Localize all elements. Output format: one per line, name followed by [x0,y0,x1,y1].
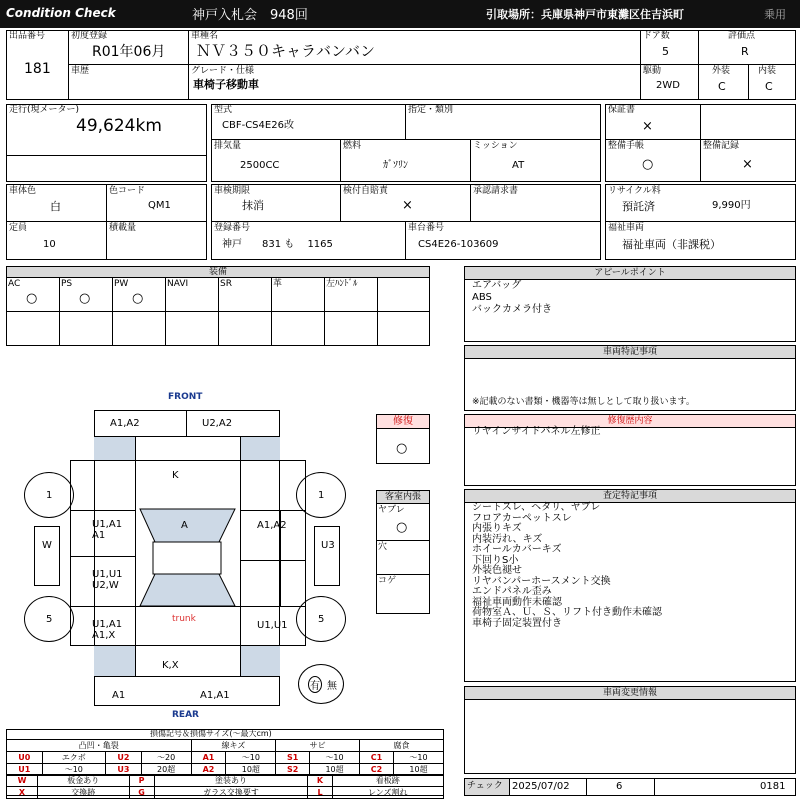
score-label: 評価点 [728,31,756,41]
mission-value: AT [512,160,525,171]
inspection-label: 車検期限 [214,186,251,196]
cabin-title: 客室内張 [377,491,429,504]
legend-cat: 凸凹・亀裂 [7,740,192,752]
int-value: C [765,80,773,93]
diagram-front-label: FRONT [168,392,203,402]
note-line: 荷物室Ａ、Ｕ、Ｓ、リフト付き動作未確認 [472,607,662,618]
mark-spare: 有 [308,676,322,693]
cabin-row-label: コゲ [378,576,397,586]
legend-code: W [7,775,38,787]
legend-code: A2 [191,764,226,776]
mark-front-left: A1,A2 [110,418,140,429]
legend-desc: 看板跡 [332,775,443,787]
record-value: × [742,157,753,172]
pickup-location: 引取場所：兵庫県神戸市東灘区住吉浜町 [486,8,684,21]
note-line: 福祉車両動作未確認 [472,596,562,608]
mileage-label: 走行(現メーター) [9,105,80,115]
legend-desc: 10超 [394,764,444,776]
legend-desc: 10超 [226,764,276,776]
legend-cat: 腐食 [360,740,444,752]
type-value: CBF-CS4E26改 [222,120,294,131]
mark-spare-none: 無 [327,681,337,692]
mark-right-side: U3 [321,540,335,551]
capacity-label: 定員 [9,223,28,233]
color-code-label: 色コード [109,186,146,196]
equipment-label: 革 [273,279,283,289]
recycle-value: 9,990円 [712,200,751,211]
equipment-title: 装備 [7,267,429,278]
legend-code: G [129,787,154,799]
score-value: R [741,45,749,58]
regno-value: 神戸 831 も 1165 [222,239,333,250]
color-value: 白 [50,200,61,213]
chassis-value: CS4E26-103609 [418,239,499,250]
repair-text: リヤインサイドパネル左修正 [472,426,601,437]
cabin-row-label: ヤブレ [378,505,405,515]
legend-desc: 交換跡 [37,787,129,799]
mark-tire-fr: 1 [318,490,325,501]
first-reg-label: 初度登録 [71,31,108,41]
note-line: 外装色褪せ [472,565,522,576]
legend-code: C1 [360,752,394,764]
inspection-notes-lines [472,503,662,629]
drive-label: 駆動 [643,66,662,76]
legend-desc: レンズ割れ [332,787,443,799]
inspection-notes-title: 査定特記事項 [465,490,795,503]
legend-code: P [129,775,154,787]
equipment-label: NAVI [167,279,189,289]
cabin-row-value: ○ [396,520,408,535]
equipment-label: PS [61,279,73,289]
chassis-label: 車台番号 [408,223,445,233]
doors-label: ドア数 [643,31,670,41]
mark-hood: K [172,470,179,481]
repair-box-value: ○ [396,441,408,456]
footer-code: 0181 [760,781,786,792]
mark-left-front-door: U1,A1 A1 [92,519,123,541]
cabin-row-label: 穴 [378,542,388,552]
note-line: 車椅子固定装置付き [472,617,562,629]
model-name-value: ＮＶ３５０キャラバンバン [196,42,375,60]
legend-code: S2 [276,764,310,776]
warranty-value: × [642,119,653,134]
header-bar [0,0,800,28]
appeal-title: アピールポイント [465,267,795,280]
legend-desc: ～10 [310,752,360,764]
note-line: エアバッグ [472,280,522,291]
note-line: 内張りキズ [472,523,522,534]
note-line: 下回りS小 [472,554,519,566]
load-label: 積載量 [109,223,137,233]
lot-label: 出品番号 [9,31,46,41]
designation-label: 指定・類別 [408,105,454,115]
welfare-value: 福祉車両（非課税） [622,238,721,251]
note-line: 内装汚れ、キズ [472,533,543,545]
legend-cat: サビ [276,740,360,752]
color-code-value: QM1 [148,200,171,211]
legend-code: U3 [106,764,142,776]
type-label: 型式 [214,105,233,115]
note-line: エンドパネル歪み [472,586,552,597]
mark-right-rear: U1,U1 [257,620,288,631]
equipment-label: AC [8,279,21,289]
manual-value: ○ [642,157,654,172]
drive-value: 2WD [656,80,680,91]
mark-tire-rl: 5 [46,614,53,625]
note-line: ホイールカバーキズ [472,544,562,555]
legend-code: U2 [106,752,142,764]
category-badge: 乗用 [764,8,786,21]
model-name-label: 車種名 [191,31,219,41]
changes-title: 車両変更情報 [465,687,795,700]
legend-desc: 板金あり [37,775,129,787]
mark-rear-bumper-r: A1,A1 [200,690,230,701]
legend-table-2 [6,774,444,799]
mark-left-rear-door: U1,U1 U2,W [92,569,123,591]
mark-windshield: A [181,520,188,531]
approval-label: 承認請求書 [473,186,519,196]
diagram-rear-label: REAR [172,710,199,720]
mark-front-right: U2,A2 [202,418,233,429]
equipment-value: ○ [26,291,38,306]
legend-code: U0 [7,752,43,764]
recycle-label: リサイクル料 [608,186,661,196]
color-label: 車体色 [9,186,37,196]
recycle-status: 預託済 [622,200,655,213]
equipment-label: 左ﾊﾝﾄﾞﾙ [326,279,358,289]
legend-code: L [308,787,332,799]
disp-value: 2500CC [240,160,280,171]
int-label: 内装 [758,66,777,76]
history-label: 車歴 [71,66,90,76]
welfare-label: 福祉車両 [608,223,645,233]
legend-code: K [308,775,332,787]
inspection-value: 抹消 [242,199,264,212]
equipment-value: ○ [132,291,144,306]
doors-value: 5 [662,45,669,58]
legend-desc: ガラス交換要す [154,787,308,799]
special-title: 車両特記事項 [465,346,795,359]
legend-code: C2 [360,764,394,776]
special-note: ※記載のない書類・機器等は無しとして取り扱います。 [472,397,695,407]
footer-check-label: チェック [467,781,503,791]
appeal-lines [472,280,552,316]
legend-desc: 10超 [310,764,360,776]
selfpay-value: × [402,198,413,213]
legend-cat: 線キズ [191,740,276,752]
capacity-value: 10 [43,239,56,250]
mark-tire-rr: 5 [318,614,325,625]
regno-label: 登録番号 [214,223,251,233]
mark-right-front-door: A1,A2 [257,520,287,531]
legend-code: X [7,787,38,799]
mission-label: ミッション [473,141,518,151]
repair-box-title: 修復 [377,415,429,429]
grade-value: 車椅子移動車 [193,78,259,91]
ext-value: C [718,80,726,93]
diagram-trunk-label: trunk [172,614,196,624]
note-line: シートスレ、ヘタリ、ヤブレ [472,502,601,513]
repair-title: 修復歴内容 [465,415,795,428]
equipment-label: PW [114,279,129,289]
legend-table [6,739,444,776]
note-line: リヤバンパーホースメント交換 [472,575,611,587]
mirror-left [34,526,60,586]
mark-mirror-l: W [42,540,52,551]
legend-desc: ～10 [394,752,444,764]
footer-date: 2025/07/02 [512,781,570,792]
lot-value: 181 [24,61,51,77]
equipment-label: SR [220,279,232,289]
legend-desc: 塗装あり [154,775,308,787]
footer-num: 6 [616,781,623,792]
mark-rear-bumper-l: A1 [112,690,126,701]
grade-label: グレード・仕様 [191,66,255,76]
record-label: 整備記録 [703,141,740,151]
manual-label: 整備手帳 [608,141,645,151]
legend-desc: 20超 [141,764,191,776]
equipment-value: ○ [79,291,91,306]
mark-left-rear: U1,A1 A1,X [92,619,123,641]
legend-desc: ～20 [141,752,191,764]
selfpay-label: 検付自賠責 [343,186,389,196]
first-reg-value: R01年06月 [92,44,166,60]
disp-label: 排気量 [214,141,242,151]
legend-code: A1 [191,752,226,764]
legend-desc: ～10 [42,764,106,776]
legend-desc: ～10 [226,752,276,764]
fuel-value: ｶﾞｿﾘﾝ [383,160,408,171]
mileage-value: 49,624km [76,116,162,136]
auction-name: 神戸入札会 948回 [192,8,308,23]
legend-desc: エクボ [42,752,106,764]
warranty-label: 保証書 [608,105,636,115]
note-line: バックカメラ付き [472,304,552,315]
header-title: Condition Check [6,6,116,20]
mark-tire-fl: 1 [46,490,53,501]
mirror-right [314,526,340,586]
note-line: ABS [472,292,492,303]
legend-title: 損傷記号＆損傷サイズ(～最大cm) [150,729,272,738]
legend-code: U1 [7,764,43,776]
ext-label: 外装 [712,66,731,76]
legend-code: S1 [276,752,310,764]
fuel-label: 燃料 [343,141,362,151]
mark-rear-gate: K,X [162,660,179,671]
note-line: フロアカーペットスレ [472,512,572,524]
